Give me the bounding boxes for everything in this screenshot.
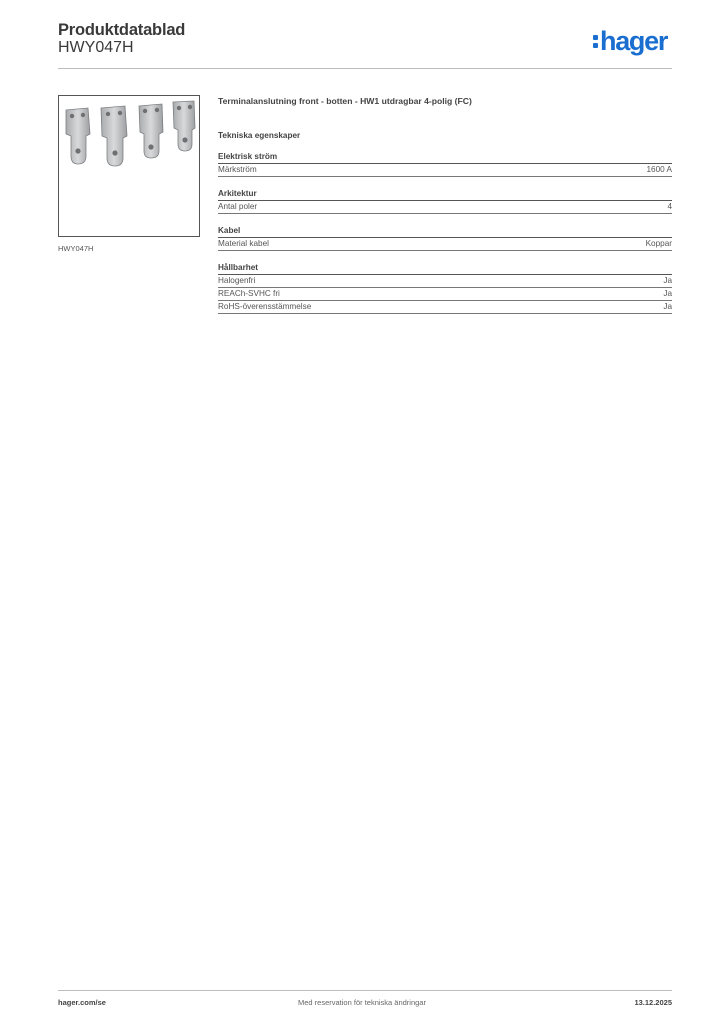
product-description: Terminalanslutning front - botten - HW1 utdragbar 4-polig (FC) xyxy=(218,96,472,106)
spec-group-title: Hållbarhet xyxy=(218,263,672,275)
logo-text: hager xyxy=(600,26,668,56)
spec-group-title: Arkitektur xyxy=(218,189,672,201)
spec-label: RoHS-överensstämmelse xyxy=(218,302,312,311)
spec-row xyxy=(218,201,672,214)
page-title: Produktdatablad xyxy=(58,21,186,39)
product-code: HWY047H xyxy=(58,39,134,56)
spec-label: REACh-SVHC fri xyxy=(218,289,280,298)
footer-disclaimer: Med reservation för tekniska ändringar xyxy=(298,998,426,1007)
spec-value: Koppar xyxy=(645,239,672,248)
spec-group xyxy=(218,263,672,314)
specs-heading: Tekniska egenskaper xyxy=(218,131,301,140)
spec-group xyxy=(218,152,672,177)
footer-website-link[interactable]: hager.com/se xyxy=(58,998,106,1007)
header-divider xyxy=(58,68,672,69)
product-details xyxy=(218,96,672,314)
connector-plate-1 xyxy=(66,108,90,164)
connector-plate-4 xyxy=(173,101,195,151)
spec-group xyxy=(218,226,672,251)
spec-value: Ja xyxy=(663,302,672,311)
spec-value: Ja xyxy=(663,276,672,285)
connector-plate-2 xyxy=(101,106,127,166)
spec-row xyxy=(218,288,672,301)
spec-row xyxy=(218,164,672,177)
hager-logo xyxy=(593,27,667,55)
spec-label: Halogenfri xyxy=(218,276,256,285)
logo-colon-icon xyxy=(593,27,599,45)
terminal-connector-plates-icon xyxy=(59,96,199,236)
footer-date: 13.12.2025 xyxy=(634,998,672,1007)
image-caption: HWY047H xyxy=(58,244,94,253)
spec-label: Antal poler xyxy=(218,202,258,211)
spec-row xyxy=(218,275,672,288)
spec-group xyxy=(218,189,672,214)
footer-divider xyxy=(58,990,672,991)
product-image xyxy=(58,95,200,237)
spec-row xyxy=(218,301,672,314)
spec-value: 1600 A xyxy=(646,165,672,174)
spec-value: Ja xyxy=(663,289,672,298)
spec-label: Material kabel xyxy=(218,239,269,248)
spec-row xyxy=(218,238,672,251)
connector-plate-3 xyxy=(139,104,163,158)
spec-group-title: Kabel xyxy=(218,226,672,238)
spec-group-title: Elektrisk ström xyxy=(218,152,672,164)
spec-value: 4 xyxy=(667,202,672,211)
spec-label: Märkström xyxy=(218,165,257,174)
